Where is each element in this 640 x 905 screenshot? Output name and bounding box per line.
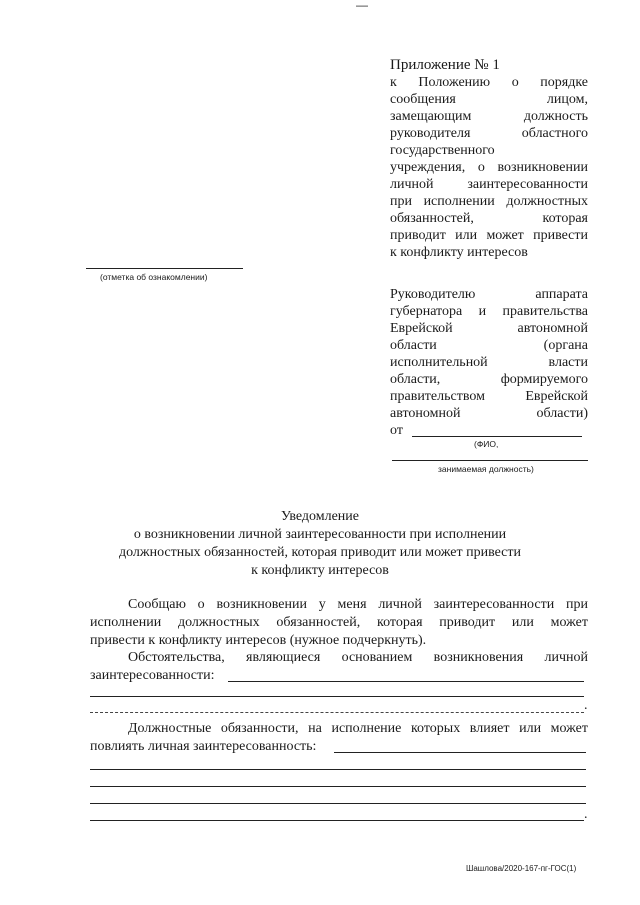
appendix-line-10: к конфликту интересов bbox=[390, 245, 528, 260]
position-caption: занимаемая должность) bbox=[438, 464, 534, 474]
p1-line-0: Сообщаю о возникновении у меня личной заинтересованности при bbox=[128, 597, 588, 612]
appendix-line-3: руководителя областного bbox=[390, 126, 588, 141]
fio-line bbox=[412, 436, 582, 437]
paragraph-1 bbox=[90, 596, 588, 650]
appendix-line-2: замещающим должность bbox=[390, 109, 588, 124]
p2-end-mark: . bbox=[584, 698, 588, 713]
acknowledgment-line bbox=[86, 268, 243, 269]
p3-end-mark: . bbox=[584, 807, 588, 822]
appendix-line-8: обязанностей, которая bbox=[390, 211, 588, 226]
p3-line-2: повлиять личная заинтересованность: bbox=[90, 739, 317, 754]
addressee-line-0: Руководителю аппарата bbox=[390, 287, 588, 302]
p2-fill-line-1 bbox=[228, 681, 584, 682]
appendix-line-6: личной заинтересованности bbox=[390, 177, 588, 192]
addressee-line-1: губернатора и правительства bbox=[390, 304, 588, 319]
p3-fill-line-2 bbox=[90, 769, 586, 770]
notice-subtitle-line-1: должностных обязанностей, которая приводит или может привести bbox=[118, 545, 522, 560]
p2-fill-line-2 bbox=[90, 696, 584, 697]
p3-fill-line-1 bbox=[334, 752, 586, 753]
appendix-line-7: при исполнении должностных bbox=[390, 194, 588, 209]
p2-fill-line-3 bbox=[90, 712, 584, 713]
appendix-line-4: государственного bbox=[390, 143, 495, 158]
p3-fill-line-5 bbox=[90, 820, 584, 821]
addressee-line-4: исполнительной власти bbox=[390, 355, 588, 370]
p2-line-1: Обстоятельства, являющиеся основанием возникновения личной bbox=[128, 650, 588, 665]
appendix-text bbox=[390, 74, 588, 261]
appendix-line-5: учреждения, о возникновении bbox=[390, 160, 588, 175]
addressee-block bbox=[390, 286, 588, 439]
notice-subtitle-line-0: о возникновении личной заинтересованности при исполнении bbox=[133, 527, 507, 542]
notice-subtitle-line-2: к конфликту интересов bbox=[251, 563, 389, 578]
notice-title: Уведомление bbox=[280, 509, 359, 524]
appendix-block bbox=[390, 56, 588, 261]
p3-line-1: Должностные обязанности, на исполнение которых влияет или может bbox=[128, 721, 588, 736]
from-label: от bbox=[390, 423, 403, 438]
appendix-line-1: сообщения лицом, bbox=[390, 92, 588, 107]
p1-line-1: исполнении должностных обязанностей, которая приводит или может bbox=[90, 615, 588, 630]
notice-heading bbox=[60, 508, 580, 580]
top-mark: — bbox=[356, 0, 368, 12]
position-line bbox=[392, 460, 588, 461]
addressee-line-7: автономной области) bbox=[390, 406, 588, 421]
addressee-line-2: Еврейской автономной bbox=[390, 321, 588, 336]
p1-line-2: привести к конфликту интересов (нужное подчеркнуть). bbox=[90, 633, 427, 648]
footer-code: Шашлова/2020-167-пг-ГОС(1) bbox=[466, 864, 577, 873]
addressee-line-6: правительством Еврейской bbox=[390, 389, 588, 404]
notice-subtitle bbox=[60, 526, 580, 580]
addressee-line-5: области, формируемого bbox=[390, 372, 588, 387]
addressee-text bbox=[390, 286, 588, 422]
appendix-line-0: к Положению о порядке bbox=[390, 75, 588, 90]
addressee-line-3: области (органа bbox=[390, 338, 588, 353]
p3-fill-line-4 bbox=[90, 803, 586, 804]
fio-caption: (ФИО, bbox=[474, 439, 499, 449]
p2-line-2: заинтересованности: bbox=[90, 668, 215, 683]
acknowledgment-caption: (отметка об ознакомлении) bbox=[100, 272, 208, 282]
appendix-line-9: приводит или может привести bbox=[390, 228, 588, 243]
appendix-title: Приложение № 1 bbox=[390, 57, 500, 73]
p3-fill-line-3 bbox=[90, 786, 586, 787]
